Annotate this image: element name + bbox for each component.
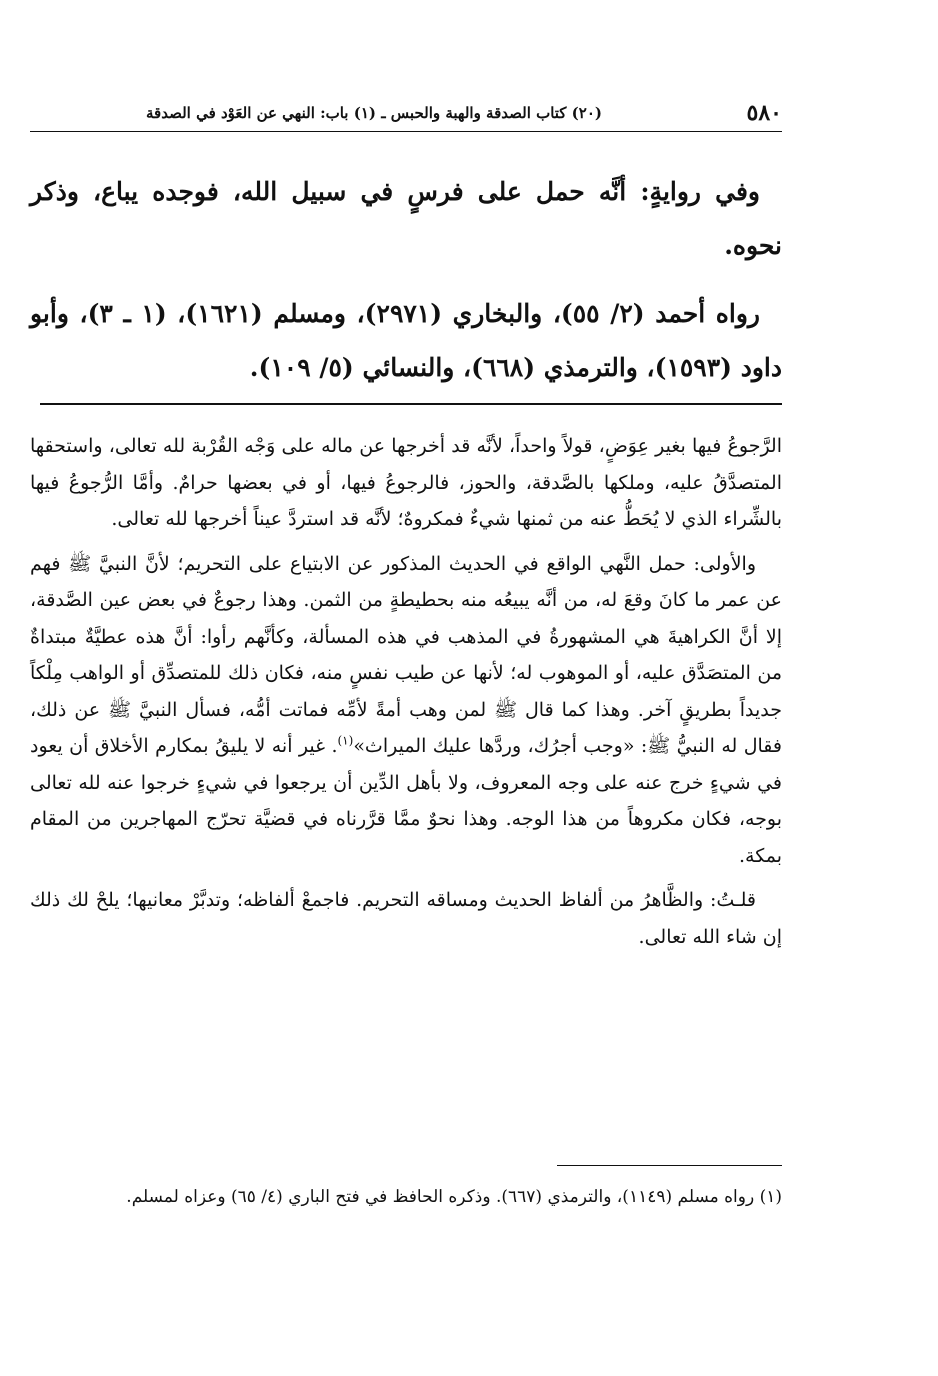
footnote-separator (557, 1165, 782, 1166)
commentary-paragraph-2-continuation: . غير أنه لا يليقُ بمكارم الأخلاق أن يعود في شيءٍ خرج عنه على وجه المعروف، ولا بأهل الدِّين أن يرجعوا في شيءٍ خرجوا عنه لله تعالى بوجه، فكان مكروهاً من هذا الوجه. وهذا نحوٌ ممَّا قرَّرناه في قضيَّة تحرّج المهاجرين من المقام بمكة. (30, 735, 782, 867)
page-header (30, 100, 782, 130)
section-divider (40, 403, 782, 405)
footnote-1: (١) رواه مسلم (١١٤٩)، والترمذي (٦٦٧). وذكره الحافظ في فتح الباري (٤/ ٦٥) وعزاه لمسلم. (126, 1187, 782, 1207)
commentary-paragraph-1: الرَّجوعُ فيها بغير عِوَضٍ، قولاً واحداً، لأنَّه قد أخرجها عن ماله على وَجْه القُرْبة لله تعالى، واستحقها المتصدَّقُ عليه، وملكها بالصَّدقة، والحوز، فالرجوعُ فيها، أو في بعضها حرامٌ. وأمَّا الرُّجوعُ فيها بالشِّراء الذي لا يُحَطُّ عنه من ثمنها شيءٌ فمكروهٌ؛ لأنَّه قد استردَّ عيناً أخرجها لله تعالى. (30, 435, 782, 530)
header-rule (30, 131, 782, 132)
hadith-narration: وفي روايةٍ: أنَّه حمل على فرسٍ في سبيل الله، فوجده يباع، وذكر نحوه. (30, 177, 782, 260)
footnote-marker[interactable]: (١) (337, 733, 354, 748)
running-title: (٢٠) كتاب الصدقة والهبة والحبس ـ (١) باب: النهي عن العَوْد في الصدقة (146, 104, 602, 122)
commentary-paragraph-2 (30, 546, 782, 875)
hadith-text-block (30, 165, 782, 409)
commentary-block (30, 428, 782, 963)
footnote-block (30, 1180, 782, 1214)
hadith-takhrij: رواه أحمد (٢/ ٥٥)، والبخاري (٢٩٧١)، ومسلم (١٦٢١)، (١ ـ ٣)، وأبو داود (١٥٩٣)، والترمذي (٦٦٨)، والنسائي (٥/ ١٠٩). (30, 299, 782, 382)
commentary-paragraph-3: قلـتُ: والظَّاهرُ من ألفاظ الحديث ومساقه التحريم. فاجمعْ ألفاظه؛ وتدبَّرْ معانيها؛ يلحْ لك ذلك إن شاء الله تعالى. (30, 889, 782, 948)
page-number: ٥٨٠ (746, 100, 782, 126)
commentary-paragraph-2-text: والأولى: حمل النَّهي الواقع في الحديث المذكور عن الابتياع على التحريم؛ لأنَّ النبيَّ ﷺ فهم عن عمر ما كانَ وقعَ له، من أنَّه يبيعُه منه بحطيطةٍ من الثمن. وهذا رجوعٌ في بعض عين الصَّدقة، إلا أنَّ الكراهيةَ هي المشهورةُ في المذهب في هذه المسألة، وكأنَّهم رأوا: أنَّ هذه عطيَّةٌ مبتداةٌ من المتصَدَّق عليه، أو الموهوب له؛ لأنها عن طيب نفسٍ منه، فكان ذلك للمتصدِّق أو الواهب مِلْكاً جديداً بطريقٍ آخر. وهذا كما قال ﷺ لمن وهب أمةً لأمِّه فماتت أمُّه، فسأل النبيَّ ﷺ عن ذلك، فقال له النبيُّ ﷺ: «وجب أجرُك، وردَّها عليك الميراث» (30, 552, 782, 757)
